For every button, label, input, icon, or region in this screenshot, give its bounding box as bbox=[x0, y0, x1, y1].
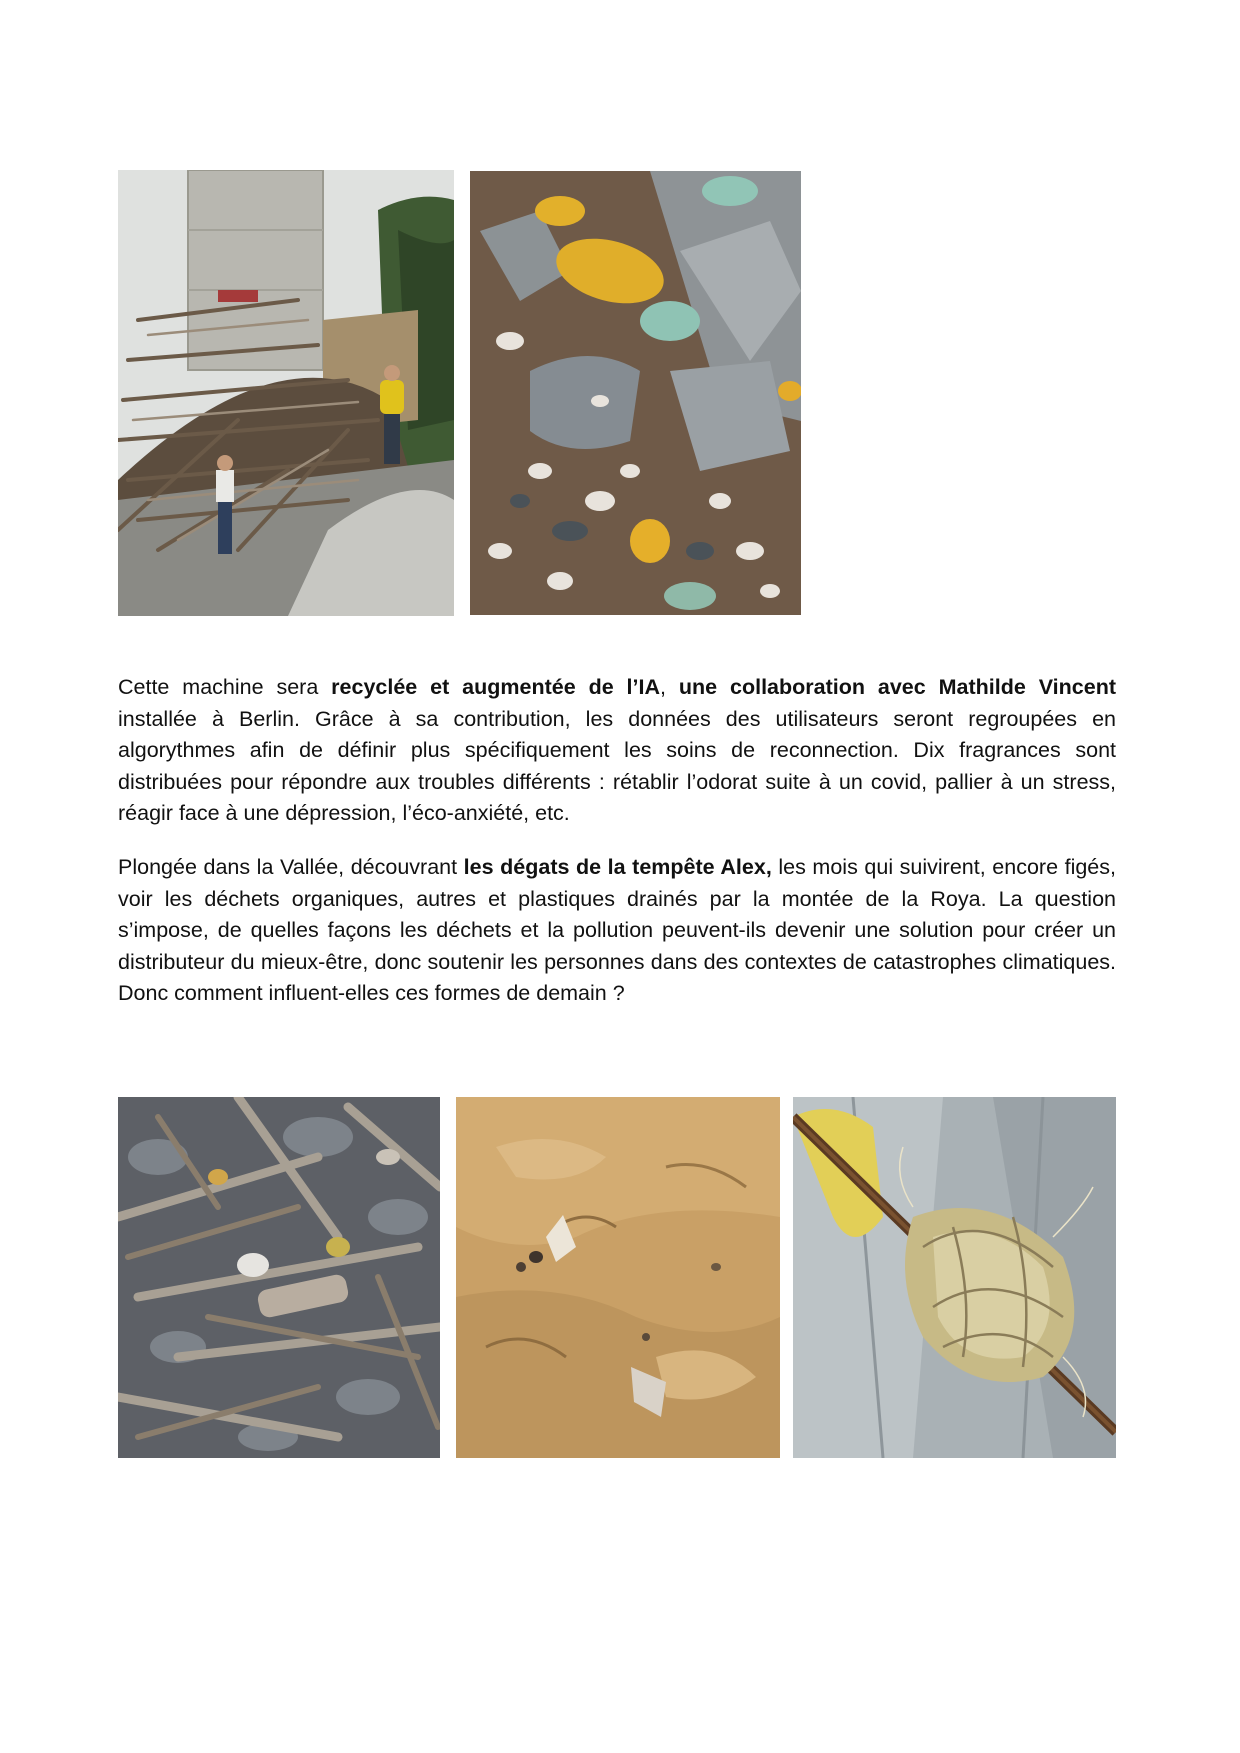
photo-driftwood-pile bbox=[118, 170, 454, 616]
photo-colorful-stones bbox=[470, 171, 801, 615]
p1-bold-recycled: recyclée et augmentée de l’IA bbox=[331, 675, 661, 699]
photo-sediment-texture bbox=[456, 1097, 780, 1458]
p1-bold-collaboration: une collaboration avec Mathilde Vincent bbox=[678, 675, 1116, 699]
photo-rope-knot bbox=[793, 1097, 1116, 1458]
p1-text-3: installée à Berlin. Grâce à sa contribution, les données des utilisateurs seront regroupées en algorythmes afin de définir plus spécifiquement les soins de reconnection. Dix fragrances sont distribuées pour répondre aux troubles différents : rétablir l’odorat suite à un covid, pallier à un stress, réagir face à une dépression, l’éco-anxiété, etc. bbox=[118, 706, 1116, 825]
paragraph-storm-alex bbox=[118, 852, 1116, 1010]
p1-text-2: , bbox=[660, 675, 679, 699]
p2-bold-storm: les dégats de la tempête Alex, bbox=[463, 855, 772, 879]
p2-text-1: Plongée dans la Vallée, découvrant bbox=[118, 855, 464, 879]
photo-driftwood-debris bbox=[118, 1097, 440, 1458]
paragraph-machine-recycled bbox=[118, 672, 1116, 830]
p1-text-1: Cette machine sera bbox=[118, 675, 332, 699]
p2-text-2: les mois qui suivirent, encore figés, voir les déchets organiques, autres et plastiques drainés par la montée de la Roya. La question s’impose, de quelles façons les déchets et la pollution peuvent-ils devenir une solution pour créer un distributeur du mieux-être, donc soutenir les personnes dans des contextes de catastrophes climatiques. Donc comment influent-elles ces formes de demain ? bbox=[118, 855, 1116, 1005]
